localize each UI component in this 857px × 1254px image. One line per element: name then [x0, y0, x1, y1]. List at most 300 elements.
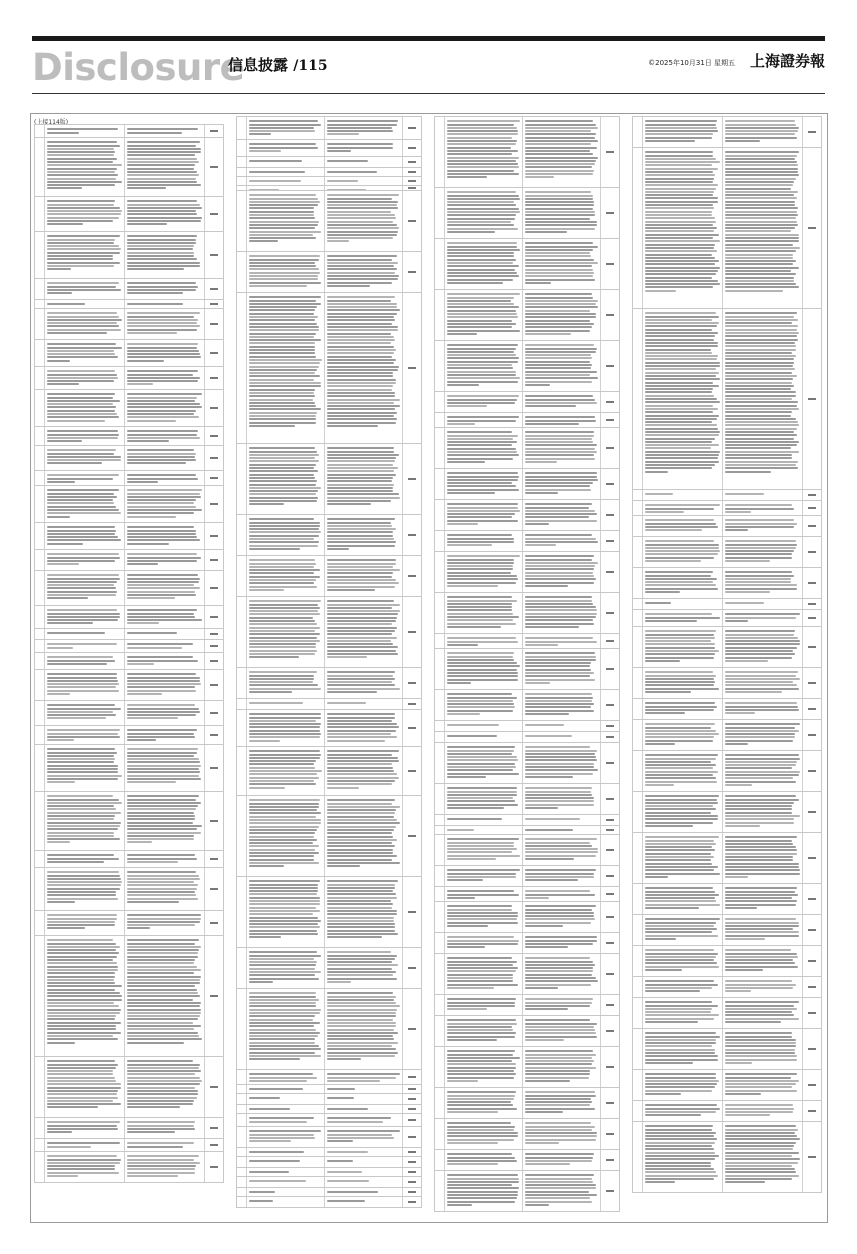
row-index-cell: [435, 743, 445, 783]
action-cell: [205, 701, 223, 725]
text-line: [47, 708, 121, 710]
text-line: [447, 918, 517, 920]
text-line: [447, 703, 514, 705]
text-line: [327, 819, 397, 821]
text-line: [327, 822, 400, 824]
text-line: [645, 1042, 716, 1044]
text-line: [327, 207, 398, 209]
text-line: [645, 385, 719, 387]
text-line: [525, 964, 595, 966]
text-line: [127, 758, 199, 760]
text-line: [525, 873, 594, 875]
text-line: [47, 374, 117, 376]
text-line: [47, 319, 122, 321]
text-line: [645, 767, 713, 769]
text-line: [645, 194, 713, 196]
action-mark: [210, 377, 218, 379]
text-line: [127, 972, 194, 974]
table-row: [34, 197, 224, 232]
text-line: [127, 210, 196, 212]
text-line: [327, 1117, 391, 1119]
text-line: [525, 377, 598, 379]
text-line: [249, 684, 318, 686]
row-index-cell: [633, 568, 643, 598]
text-line: [447, 282, 503, 284]
text-line: [725, 953, 797, 955]
row-index-cell: [633, 516, 643, 536]
text-line: [47, 248, 121, 250]
text-line: [725, 194, 794, 196]
text-line: [249, 920, 321, 922]
text-line: [447, 662, 517, 664]
text-line: [47, 1060, 115, 1062]
text-line: [447, 603, 512, 605]
revised-clause-cell: [523, 732, 601, 742]
action-mark: [606, 875, 614, 877]
text-line: [725, 451, 799, 453]
text-line: [525, 1139, 596, 1141]
text-line: [447, 367, 513, 369]
table-row: [34, 606, 224, 629]
revised-clause-cell: [523, 815, 601, 825]
row-index-cell: [237, 699, 247, 709]
text-line: [47, 158, 117, 160]
text-line: [645, 1049, 715, 1051]
text-line: [47, 1009, 121, 1011]
text-line: [525, 476, 597, 478]
text-line: [447, 265, 519, 267]
text-line: [249, 130, 315, 132]
text-line: [447, 746, 515, 748]
table-column-1: [34, 124, 224, 1218]
text-line: [725, 743, 748, 745]
action-cell: [601, 732, 619, 742]
text-line: [725, 675, 796, 677]
action-mark: [808, 582, 816, 584]
text-line: [447, 829, 474, 831]
text-line: [327, 493, 399, 495]
text-line: [249, 480, 317, 482]
text-line: [127, 1009, 201, 1011]
text-line: [645, 1052, 715, 1054]
text-line: [447, 1191, 518, 1193]
text-line: [327, 500, 391, 502]
text-line: [47, 213, 121, 215]
text-line: [249, 913, 313, 915]
text-line: [645, 319, 712, 321]
text-line: [645, 876, 668, 878]
text-line: [47, 434, 119, 436]
text-line: [47, 530, 116, 532]
text-line: [645, 853, 711, 855]
text-line: [127, 258, 197, 260]
table-row: [632, 884, 822, 915]
text-line: [249, 627, 320, 629]
original-clause-cell: [247, 747, 325, 795]
text-line: [525, 351, 596, 353]
text-line: [47, 329, 121, 331]
text-line: [47, 292, 72, 294]
row-index-cell: [435, 721, 445, 731]
text-line: [47, 265, 114, 267]
text-line: [249, 803, 319, 805]
text-line: [47, 223, 83, 225]
text-line: [327, 143, 393, 145]
text-line: [327, 346, 394, 348]
text-line: [249, 600, 321, 602]
text-line: [725, 660, 768, 662]
text-line: [725, 620, 748, 622]
text-line: [127, 235, 197, 237]
text-line: [47, 1087, 121, 1089]
table-row: [434, 116, 620, 188]
text-line: [725, 1005, 794, 1007]
text-line: [725, 345, 796, 347]
text-line: [327, 349, 396, 351]
original-clause-cell: [643, 568, 723, 598]
text-line: [725, 188, 791, 190]
text-line: [447, 534, 512, 536]
text-line: [249, 120, 318, 122]
text-line: [127, 708, 199, 710]
text-line: [725, 956, 798, 958]
text-line: [127, 312, 200, 314]
text-line: [127, 656, 193, 658]
text-line: [249, 1073, 313, 1075]
text-line: [447, 851, 512, 853]
text-line: [725, 1093, 761, 1095]
text-line: [47, 927, 85, 929]
text-line: [327, 171, 377, 173]
original-clause-cell: [45, 1057, 125, 1117]
text-line: [725, 151, 799, 153]
text-line: [47, 755, 114, 757]
text-line: [47, 673, 117, 675]
action-mark: [210, 587, 218, 589]
text-line: [47, 795, 113, 797]
action-mark: [808, 1048, 816, 1050]
text-line: [249, 730, 320, 732]
text-line: [47, 406, 116, 408]
original-clause-cell: [45, 726, 125, 744]
text-line: [525, 384, 550, 386]
text-line: [645, 120, 717, 122]
action-mark: [408, 770, 416, 772]
text-line: [127, 962, 194, 964]
text-line: [47, 258, 113, 260]
action-cell: [205, 138, 223, 196]
text-line: [725, 1108, 794, 1110]
text-line: [249, 1002, 316, 1004]
text-line: [127, 316, 194, 318]
row-index-cell: [435, 428, 445, 468]
text-line: [47, 683, 119, 685]
text-line: [47, 353, 115, 355]
row-index-cell: [237, 157, 247, 167]
text-line: [127, 802, 201, 804]
text-line: [249, 589, 284, 591]
revised-clause-cell: [523, 341, 601, 391]
text-line: [47, 815, 115, 817]
text-line: [327, 319, 395, 321]
text-line: [725, 342, 795, 344]
revised-clause-cell: [723, 884, 803, 914]
text-line: [725, 230, 791, 232]
text-line: [725, 234, 799, 236]
text-line: [47, 252, 120, 254]
action-cell: [205, 911, 223, 935]
text-line: [525, 1005, 590, 1007]
text-line: [645, 227, 717, 229]
text-line: [447, 858, 496, 860]
text-line: [525, 984, 591, 986]
text-line: [249, 955, 321, 957]
text-line: [525, 513, 597, 515]
text-line: [525, 157, 598, 159]
table-row: [632, 627, 822, 668]
text-line: [47, 995, 122, 997]
text-line: [525, 845, 592, 847]
text-line: [249, 268, 319, 270]
text-line: [47, 481, 75, 483]
table-row: [434, 290, 620, 341]
action-cell: [205, 471, 223, 485]
action-mark: [408, 1201, 416, 1203]
text-line: [249, 150, 281, 152]
text-line: [47, 858, 119, 860]
revised-clause-cell: [325, 747, 403, 795]
text-line: [249, 681, 313, 683]
action-cell: [205, 640, 223, 652]
revised-clause-cell: [125, 911, 205, 935]
text-line: [447, 1060, 512, 1062]
text-line: [725, 221, 797, 223]
text-line: [327, 576, 392, 578]
action-cell: [803, 668, 821, 698]
table-row: [236, 177, 422, 186]
text-line: [327, 323, 392, 325]
text-line: [249, 951, 317, 953]
text-line: [127, 400, 195, 402]
text-line: [327, 832, 392, 834]
text-line: [127, 693, 162, 695]
revised-clause-cell: [325, 877, 403, 947]
original-clause-cell: [643, 833, 723, 883]
original-clause-cell: [247, 1094, 325, 1104]
table-row: [236, 1085, 422, 1094]
text-line: [645, 1021, 698, 1023]
text-line: [249, 961, 317, 963]
text-line: [725, 907, 757, 909]
text-line: [327, 903, 393, 905]
text-line: [645, 723, 715, 725]
text-line: [249, 399, 313, 401]
text-line: [645, 352, 712, 354]
text-line: [525, 435, 594, 437]
text-line: [447, 361, 518, 363]
text-line: [249, 342, 315, 344]
text-line: [47, 350, 114, 352]
text-line: [447, 279, 513, 281]
text-line: [47, 332, 107, 334]
text-line: [447, 1008, 487, 1010]
original-clause-cell: [247, 1148, 325, 1156]
text-line: [249, 217, 315, 219]
text-line: [249, 518, 314, 520]
text-line: [327, 451, 394, 453]
text-line: [47, 506, 116, 508]
text-line: [47, 560, 115, 562]
row-index-cell: [633, 1101, 643, 1121]
original-clause-cell: [445, 954, 523, 994]
text-line: [249, 259, 319, 261]
revised-clause-cell: [523, 1119, 601, 1149]
text-line: [525, 652, 595, 654]
text-line: [447, 201, 514, 203]
text-line: [525, 348, 597, 350]
text-line: [525, 957, 590, 959]
original-clause-cell: [643, 610, 723, 626]
text-line: [447, 582, 516, 584]
text-line: [327, 1005, 400, 1007]
text-line: [645, 127, 717, 129]
original-clause-cell: [445, 835, 523, 865]
text-line: [525, 575, 594, 577]
text-line: [327, 806, 400, 808]
text-line: [525, 516, 589, 518]
text-line: [47, 921, 115, 923]
text-line: [645, 613, 712, 615]
text-line: [327, 839, 397, 841]
text-line: [327, 678, 395, 680]
text-line: [447, 1054, 513, 1056]
table-row: [34, 1139, 224, 1152]
text-line: [447, 1019, 516, 1021]
text-line: [127, 976, 201, 978]
text-line: [127, 581, 199, 583]
text-line: [725, 415, 791, 417]
text-line: [645, 754, 718, 756]
text-line: [249, 880, 320, 882]
action-cell: [403, 699, 421, 709]
text-line: [47, 711, 113, 713]
text-line: [127, 200, 197, 202]
text-line: [127, 1100, 194, 1102]
text-line: [447, 1174, 518, 1176]
action-cell: [803, 792, 821, 832]
table-row: [434, 552, 620, 593]
text-line: [725, 1080, 799, 1082]
action-cell: [403, 1127, 421, 1147]
text-line: [525, 510, 595, 512]
brand-title: Disclosure: [32, 46, 245, 89]
text-line: [525, 208, 593, 210]
text-line: [725, 578, 791, 580]
text-line: [127, 1165, 196, 1167]
text-line: [725, 428, 797, 430]
text-line: [249, 1032, 320, 1034]
text-line: [645, 277, 712, 279]
text-line: [725, 1152, 799, 1154]
text-line: [127, 380, 198, 382]
text-line: [127, 632, 177, 634]
text-line: [327, 757, 398, 759]
text-line: [47, 509, 119, 511]
revised-clause-cell: [325, 1197, 403, 1207]
text-line: [447, 791, 517, 793]
text-line: [447, 619, 513, 621]
table-row: [434, 933, 620, 954]
text-line: [645, 702, 715, 704]
text-line: [327, 566, 393, 568]
text-line: [249, 207, 314, 209]
text-line: [525, 300, 598, 302]
table-row: [434, 341, 620, 392]
original-clause-cell: [445, 634, 523, 648]
text-line: [725, 815, 800, 817]
text-line: [47, 591, 117, 593]
text-line: [725, 227, 795, 229]
text-line: [47, 543, 83, 545]
text-line: [447, 198, 520, 200]
action-cell: [803, 946, 821, 976]
text-line: [725, 405, 797, 407]
text-line: [645, 273, 716, 275]
text-line: [47, 1064, 118, 1066]
text-line: [47, 775, 122, 777]
text-line: [127, 995, 200, 997]
action-cell: [601, 239, 619, 289]
text-line: [327, 890, 393, 892]
text-line: [327, 760, 399, 762]
action-cell: [803, 833, 821, 883]
text-line: [725, 634, 794, 636]
text-line: [47, 164, 122, 166]
text-line: [249, 454, 319, 456]
text-line: [725, 441, 799, 443]
text-line: [47, 1121, 120, 1123]
action-cell: [601, 392, 619, 412]
text-line: [249, 369, 317, 371]
text-line: [447, 503, 518, 505]
text-line: [645, 250, 717, 252]
text-line: [525, 1057, 592, 1059]
text-line: [249, 194, 316, 196]
text-line: [249, 352, 315, 354]
text-line: [725, 840, 792, 842]
text-line: [249, 143, 316, 145]
text-line: [525, 776, 573, 778]
text-line: [249, 910, 320, 912]
table-row: [236, 444, 422, 515]
text-line: [249, 1048, 321, 1050]
text-line: [47, 553, 119, 555]
revised-clause-cell: [325, 117, 403, 139]
text-line: [327, 189, 366, 190]
text-line: [447, 970, 516, 972]
text-line: [327, 640, 391, 642]
action-mark: [408, 220, 416, 222]
text-line: [127, 755, 194, 757]
text-line: [47, 888, 120, 890]
text-line: [447, 1111, 498, 1113]
text-line: [725, 647, 797, 649]
text-line: [47, 360, 70, 362]
row-index-cell: [633, 610, 643, 626]
text-line: [327, 408, 395, 410]
text-line: [127, 765, 201, 767]
text-line: [47, 148, 114, 150]
